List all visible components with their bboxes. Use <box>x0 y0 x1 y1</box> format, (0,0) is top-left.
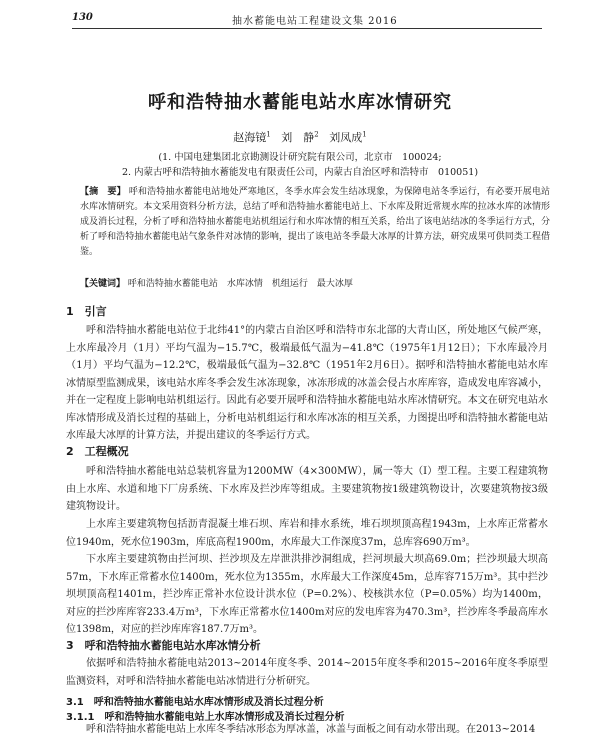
affiliation-1: (1. 中国电建集团北京勘测设计研究院有限公司，北京市 100024; <box>158 152 442 163</box>
subsubsection-heading: 3.1.1 呼和浩特抽水蓄能电站上水库冰情形成及消长过程分析 <box>66 712 345 723</box>
paragraph: 依据呼和浩特抽水蓄能电站2013~2014年度冬季、2014~2015年度冬季和2015~2016年度冬季原型监测资料，对呼和浩特抽水蓄能电站冰情进行分析研究。 <box>66 658 548 687</box>
subsection-heading: 3.1 呼和浩特抽水蓄能电站水库冰情形成及消长过程分析 <box>66 697 324 708</box>
paragraph: 呼和浩特抽水蓄能电站总装机容量为1200MW（4×300MW），属一等大（Ⅰ）型工程。主要工程建筑物由上水库、水道和地下厂房系统、下水库及拦沙库等组成。主要建筑物按1级建筑物设计，次要建筑物按3级建筑物设计。 <box>66 466 548 512</box>
paragraph: 下水库主要建筑物由拦河坝、拦沙坝及左岸泄洪排沙洞组成，拦河坝最大坝高69.0m；拦沙坝最大坝高57m，下水库正常蓄水位1400m，死水位为1355m，水库最大工作深度45m，总库容715万m³。其中拦沙坝坝顶高程1401m，拦沙库正常补水位设计洪水位（P=0.2%）、校核洪水位（P=0.05%）均为1400m，对应的拦沙库库容233.4万m³，下水库正常蓄水位1400m对应的发电库容为470.3m³，拦沙库冬季最高库水位1398m，对应的拦沙库库容187.7万m³。 <box>66 554 548 635</box>
running-header <box>72 12 542 29</box>
paragraph: 上水库主要建筑物包括沥青混凝土堆石坝、库岩和排水系统，堆石坝坝顶高程1943m，上水库正常蓄水位1940m，死水位1903m，库底高程1900m，水库最大工作深度37m，总库容690万m³。 <box>66 519 548 548</box>
section-heading: 2 工程概况 <box>66 445 129 458</box>
author-name: 刘凤成 <box>329 131 363 144</box>
page-number: 130 <box>72 12 93 23</box>
keywords-text: 呼和浩特抽水蓄能电站 水库冰情 机组运行 最大冰厚 <box>127 279 353 289</box>
author-name: 刘 静 <box>281 131 315 144</box>
author-mark: 2 <box>314 130 319 139</box>
journal-title: 抽水蓄能电站工程建设文集 2016 <box>232 16 398 27</box>
section-heading: 3 呼和浩特抽水蓄能电站水库冰情分析 <box>66 639 261 652</box>
section-heading: 1 引言 <box>66 305 107 318</box>
abstract-label: 【摘 要】 <box>80 187 126 197</box>
paragraph: 呼和浩特抽水蓄能电站位于北纬41°的内蒙古自治区呼和浩特市东北部的大青山区，所处地区气候严寒，上水库最冷月（1月）平均气温为−15.7℃，极端最低气温为−41.8℃（1975年1月12日）；下水库最冷月（1月）平均气温为−12.2℃，极端最低气温为−32.8℃（1951年2月6日）。据呼和浩特抽水蓄能电站水库冰情原型监测成果，该电站水库冬季会发生冰冻现象，冰冻形成的冰盖会侵占水库库容，造成发电库容减小，并在一定程度上影响电站机组运行。因此有必要开展呼和浩特抽水蓄能电站水库冰情研究。本文在研究电站水库冰情形成及消长过程的基础上，分析电站机组运行和水库冰冻的相互关系，力图提出呼和浩特抽水蓄能电站水库最大冰厚的计算方法，并提出建议的冬季运行方式。 <box>66 325 548 441</box>
abstract-text: 呼和浩特抽水蓄能电站地处严寒地区，冬季水库会发生结冰现象，为保障电站冬季运行，有必要开展电站水库冰情研究。本文采用资料分析方法，总结了呼和浩特抽水蓄能电站上、下水库及附近常规水库的拉冰水库的冰情形成及消长过程，分析了呼和浩特抽水蓄能电站机组运行和水库冰情的相互关系，给出了该电站结冰的冬季运行方式，分析了呼和浩特抽水蓄能电站气象条件对冰情的影响，提出了该电站冬季最大冰厚的计算方法，研究成果可供同类工程借鉴。 <box>80 187 550 257</box>
abstract <box>80 185 550 260</box>
keywords-label: 【关键词】 <box>80 279 126 289</box>
author-list <box>0 129 600 145</box>
keywords <box>80 276 550 289</box>
author-mark: 1 <box>362 130 367 139</box>
paragraph: 呼和浩特抽水蓄能电站上水库冬季结冰形态为厚冰盖，冰盖与面板之间有动水带出现。在2013~2014 <box>86 724 536 734</box>
author-name: 赵海镜 <box>233 131 267 144</box>
author-mark: 1 <box>266 130 271 139</box>
paper-title: 呼和浩特抽水蓄能电站水库冰情研究 <box>148 92 452 113</box>
affiliation-2: 2. 内蒙古呼和浩特抽水蓄能发电有限责任公司，内蒙古自治区呼和浩特市 010051) <box>121 167 479 178</box>
